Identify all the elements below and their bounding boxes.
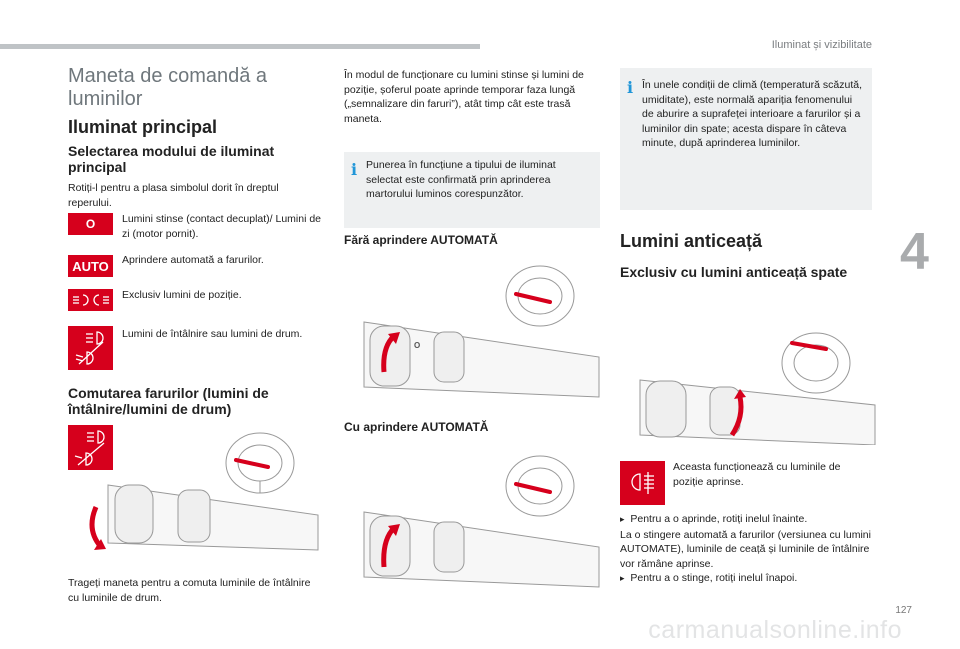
flash-paragraph: În modul de funcționare cu lumini stinse și lumini de poziție, șoferul poate aprinde temporar faza lungă („semnalizare din faruri”), atât timp cât este trasă maneta. xyxy=(344,69,584,125)
step-turn-on: ▸ Pentru a o aprinde, rotiți inelul înainte. xyxy=(620,513,808,525)
header-bar xyxy=(0,44,480,49)
step-turn-off: ▸ Pentru a o stinge, rotiți inelul înapoi. xyxy=(620,572,798,584)
stalk-auto-illustration xyxy=(344,452,600,592)
stalk-pull-illustration xyxy=(68,425,326,555)
heading-main-lighting: Iluminat principal xyxy=(68,117,218,137)
fog-steps xyxy=(620,512,872,587)
page-title: Maneta de comandă a luminilor xyxy=(68,65,268,110)
heading-switch-beams: Comutarea farurilor (lumini de întâlnire/lumini de drum) xyxy=(68,385,269,417)
heading-no-auto: Fără aprindere AUTOMATĂ xyxy=(344,233,498,247)
heading-fog-lights: Lumini anticeață xyxy=(620,231,763,251)
rear-fog-illustration xyxy=(620,305,876,445)
chapter-number: 4 xyxy=(900,223,929,281)
page-number: 127 xyxy=(895,605,912,616)
info-box-condensation xyxy=(620,68,872,210)
mode-off-text: Lumini stinse (contact decuplat)/ Lumini de zi (motor pornit). xyxy=(122,213,322,240)
off-icon: O xyxy=(68,213,113,235)
rear-fog-icon xyxy=(620,461,665,505)
info-icon-2: i xyxy=(627,78,634,97)
mode-position-text: Exclusiv lumini de poziție. xyxy=(122,289,242,301)
fog-note: Aceasta funcționează cu luminile de poziție aprinse. xyxy=(673,461,841,488)
svg-text:O: O xyxy=(414,341,421,350)
auto-lights-icon: AUTO xyxy=(68,255,113,277)
heading-rear-fog: Exclusiv cu lumini anticeață spate xyxy=(620,264,848,280)
info-condensation-text: În unele condiții de climă (temperatură scăzută, umiditate), este normală apariția fenomenului de aburire a suprafeței interioare a farurilor și a luminilor din spate; acesta dispare în câteva minute, după aprinderea luminilor. xyxy=(642,79,863,149)
heading-select-mode: Selectarea modului de iluminat principal xyxy=(68,143,275,175)
step-auto-off: La o stingere automată a farurilor (versiunea cu lumini AUTOMATE), luminile de ceață și luminile de întâlnire vor rămâne aprinse. xyxy=(620,528,871,570)
info-icon: i xyxy=(351,160,358,179)
low-high-beam-icon xyxy=(68,326,113,370)
stalk-no-auto-illustration xyxy=(344,262,600,402)
switch-text: Trageți maneta pentru a comuta luminile de întâlnire cu luminile de drum. xyxy=(68,577,311,604)
mode-beam-text: Lumini de întâlnire sau lumini de drum. xyxy=(122,328,303,340)
info-confirmation-text: Punerea în funcțiune a tipului de iluminat selectat este confirmată prin aprinderea martorului luminos corespunzător. xyxy=(366,159,556,200)
info-box-confirmation xyxy=(344,152,600,228)
mode-auto-text: Aprindere automată a farurilor. xyxy=(122,254,264,266)
position-lights-icon xyxy=(68,289,113,311)
section-title: Iluminat și vizibilitate xyxy=(771,39,872,51)
watermark: carmanualsonline.info xyxy=(648,616,902,644)
heading-auto: Cu aprindere AUTOMATĂ xyxy=(344,420,489,434)
intro-text: Rotiți-l pentru a plasa simbolul dorit în dreptul reperului. xyxy=(68,182,279,209)
